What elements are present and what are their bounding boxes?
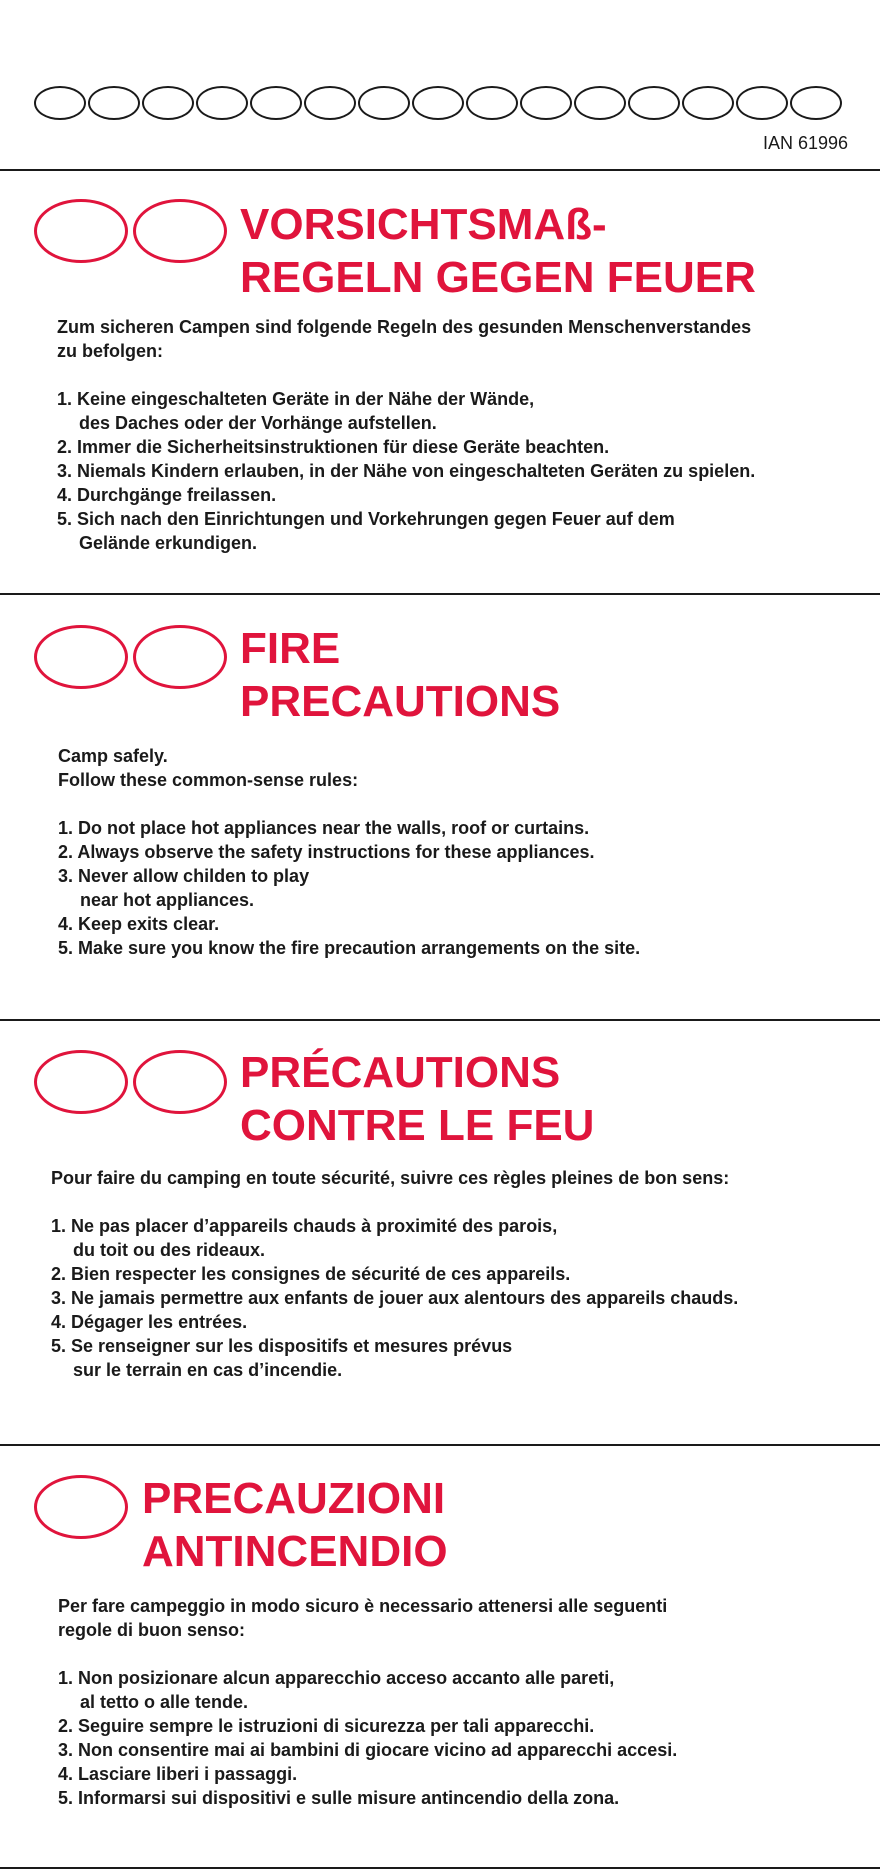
- header-oval: [196, 86, 248, 120]
- red-oval: [34, 625, 128, 689]
- list-item: 2. Immer die Sicherheitsinstruktionen für diese Geräte beachten.: [57, 437, 610, 457]
- list-item-continuation: Gelände erkundigen.: [79, 533, 258, 553]
- list-item: 1. Non posizionare alcun apparecchio acceso accanto alle pareti,: [58, 1668, 615, 1688]
- red-oval: [34, 199, 128, 263]
- divider: [0, 1444, 880, 1446]
- list-item: 4. Durchgänge freilassen.: [57, 485, 277, 505]
- list-item: 5. Make sure you know the fire precaution arrangements on the site.: [58, 938, 641, 958]
- intro-line: Follow these common-sense rules:: [58, 770, 359, 790]
- header-oval: [574, 86, 626, 120]
- section-body: [58, 744, 640, 960]
- list-item: 2. Bien respecter les consignes de sécurité de ces appareils.: [51, 1264, 571, 1284]
- list-item: 4. Lasciare liberi i passaggi.: [58, 1764, 298, 1784]
- header-oval: [520, 86, 572, 120]
- divider: [0, 1867, 880, 1869]
- list-item: 2. Seguire sempre le istruzioni di sicurezza per tali apparecchi.: [58, 1716, 595, 1736]
- list-item-continuation: des Daches oder der Vorhänge aufstellen.: [79, 413, 437, 433]
- list-item: 2. Always observe the safety instructions for these appliances.: [58, 842, 595, 862]
- list-item: 1. Do not place hot appliances near the walls, roof or curtains.: [58, 818, 590, 838]
- header-oval: [628, 86, 680, 120]
- header-oval: [250, 86, 302, 120]
- list-item-continuation: sur le terrain en cas d’incendie.: [73, 1360, 343, 1380]
- list-item: 4. Keep exits clear.: [58, 914, 220, 934]
- header-oval: [304, 86, 356, 120]
- intro-line: Camp safely.: [58, 746, 168, 766]
- section-body: [51, 1166, 738, 1382]
- ian-number: IAN 61996: [762, 133, 848, 153]
- list-item: 5. Informarsi sui dispositivi e sulle misure antincendio della zona.: [58, 1788, 620, 1808]
- red-oval: [34, 1050, 128, 1114]
- red-oval: [133, 199, 227, 263]
- list-item: 1. Ne pas placer d’appareils chauds à proximité des parois,: [51, 1216, 558, 1236]
- list-item: 5. Se renseigner sur les dispositifs et mesures prévus: [51, 1336, 513, 1356]
- section-body: [58, 1594, 677, 1810]
- intro-line: regole di buon senso:: [58, 1620, 246, 1640]
- list-item: 1. Keine eingeschalteten Geräte in der Nähe der Wände,: [57, 389, 535, 409]
- header-oval: [412, 86, 464, 120]
- header-oval: [736, 86, 788, 120]
- list-item: 3. Ne jamais permettre aux enfants de jouer aux alentours des appareils chauds.: [51, 1288, 739, 1308]
- header-oval: [88, 86, 140, 120]
- red-oval: [34, 1475, 128, 1539]
- header-oval: [34, 86, 86, 120]
- header-oval-row: [34, 86, 844, 120]
- section-title: VORSICHTSMAß- REGELN GEGEN FEUER: [240, 200, 756, 302]
- divider: [0, 169, 880, 171]
- intro-line: Pour faire du camping en toute sécurité, suivre ces règles pleines de bon sens:: [51, 1168, 730, 1188]
- intro-line: Zum sicheren Campen sind folgende Regeln des gesunden Menschenverstandes: [57, 317, 752, 337]
- intro-line: zu befolgen:: [57, 341, 163, 361]
- list-item: 4. Dégager les entrées.: [51, 1312, 248, 1332]
- section-title: PRECAUZIONI ANTINCENDIO: [142, 1474, 448, 1576]
- section-title: PRÉCAUTIONS CONTRE LE FEU: [240, 1048, 595, 1150]
- list-item: 3. Non consentire mai ai bambini di giocare vicino ad apparecchi accesi.: [58, 1740, 678, 1760]
- header-oval: [466, 86, 518, 120]
- list-item: 3. Niemals Kindern erlauben, in der Nähe von eingeschalteten Geräten zu spielen.: [57, 461, 756, 481]
- divider: [0, 593, 880, 595]
- divider: [0, 1019, 880, 1021]
- header-oval: [358, 86, 410, 120]
- red-oval: [133, 1050, 227, 1114]
- header-oval: [790, 86, 842, 120]
- section-title: FIRE PRECAUTIONS: [240, 624, 561, 726]
- list-item-continuation: al tetto o alle tende.: [80, 1692, 249, 1712]
- list-item: 5. Sich nach den Einrichtungen und Vorkehrungen gegen Feuer auf dem: [57, 509, 675, 529]
- header-oval: [142, 86, 194, 120]
- header-oval: [682, 86, 734, 120]
- list-item-continuation: near hot appliances.: [80, 890, 255, 910]
- section-body: [57, 315, 755, 555]
- list-item: 3. Never allow childen to play: [58, 866, 310, 886]
- intro-line: Per fare campeggio in modo sicuro è necessario attenersi alle seguenti: [58, 1596, 668, 1616]
- red-oval: [133, 625, 227, 689]
- list-item-continuation: du toit ou des rideaux.: [73, 1240, 266, 1260]
